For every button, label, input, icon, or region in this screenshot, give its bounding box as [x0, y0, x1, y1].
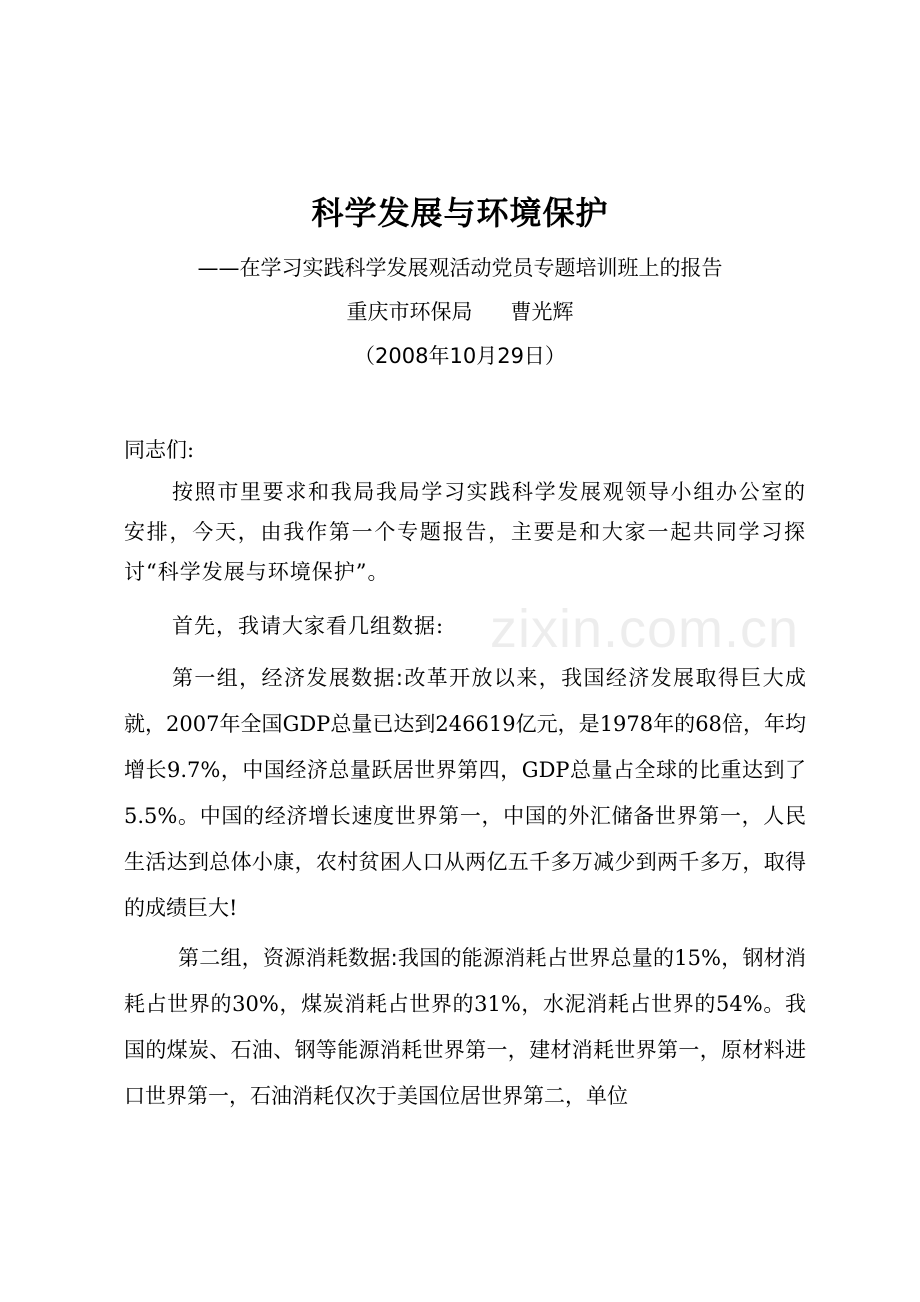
paragraph-resource-data [124, 935, 806, 1119]
resource-data-heading: 第二组，资源消耗数据: [178, 946, 398, 970]
document-subtitle: ——在学习实践科学发展观活动党员专题培训班上的报告 [197, 256, 723, 280]
paragraph-data-intro: 首先，我请大家看几组数据: [172, 614, 445, 638]
author-organization: 重庆市环保局 [346, 300, 473, 324]
resource-data-text: 我国的能源消耗占世界总量的15%，钢材消耗占世界的30%，煤炭消耗占世界的31%，水泥消耗占世界的54%。我国的煤炭、石油、钢等能源消耗世界第一，建材消耗世界第一，原材料进口世界第一，石油消耗仅次于美国位居世界第二，单位 [124, 946, 806, 1108]
paragraph-economic-data [124, 655, 806, 931]
document-title: 科学发展与环境保护 [311, 194, 609, 232]
greeting: 同志们: [124, 438, 195, 462]
paragraph-intro: 按照市里要求和我局我局学习实践科学发展观领导小组办公室的安排，今天，由我作第一个专题报告，主要是和大家一起共同学习探讨“科学发展与环境保护”。 [124, 480, 806, 584]
economic-data-text: 改革开放以来，我国经济发展取得巨大成就，2007年全国GDP总量已达到246619亿元，是1978年的68倍，年均增长9.7%，中国经济总量跃居世界第四，GDP总量占全球的比重达到了5.5%。中国的经济增长速度世界第一，中国的外汇储备世界第一，人民生活达到总体小康，农村贫困人口从两亿五千多万减少到两千多万，取得的成绩巨大! [124, 666, 807, 920]
author-name: 曹光辉 [510, 300, 574, 324]
watermark: zixin.com.cn [490, 599, 800, 659]
report-date: （2008年10月29日） [354, 344, 566, 368]
economic-data-heading: 第一组，经济发展数据: [172, 666, 403, 690]
author-line [0, 296, 920, 326]
